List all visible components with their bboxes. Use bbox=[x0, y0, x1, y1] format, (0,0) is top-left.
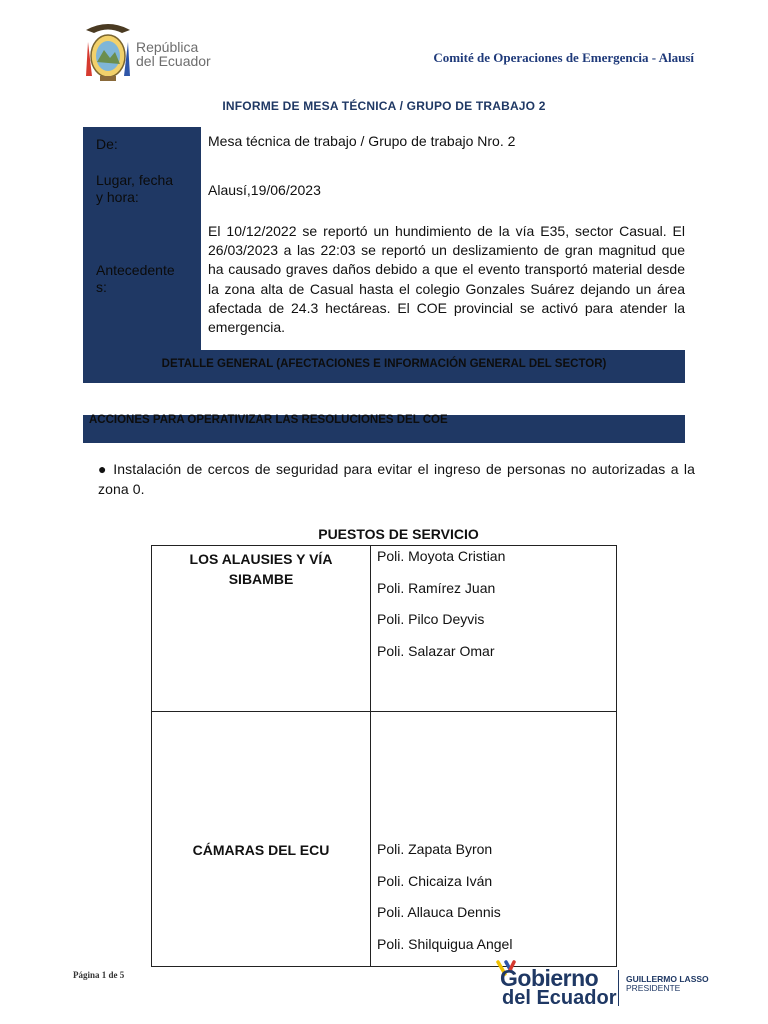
bullet-icon: ● bbox=[98, 461, 114, 477]
gov-line2: del Ecuador bbox=[502, 987, 617, 1009]
antecedents-label-line1: Antecedente bbox=[96, 262, 175, 278]
officers-cell bbox=[371, 712, 617, 967]
post-name-cell bbox=[152, 712, 371, 967]
officer-name: Poli. Shilquigua Angel bbox=[377, 935, 513, 952]
page-label: Página bbox=[73, 970, 100, 980]
posts-title: PUESTOS DE SERVICIO bbox=[318, 526, 479, 542]
officer-name: Poli. Pilco Deyvis bbox=[377, 611, 485, 628]
action-text: Instalación de cercos de seguridad para evitar el ingreso de personas no autorizadas a la zona 0. bbox=[98, 461, 695, 497]
page-total: 5 bbox=[119, 970, 125, 980]
from-value: Mesa técnica de trabajo / Grupo de trabajo Nro. 2 bbox=[208, 133, 516, 149]
antecedents-label bbox=[96, 262, 175, 296]
page-number bbox=[73, 970, 124, 980]
logo-divider bbox=[618, 970, 619, 1006]
republica-ecuador-logo bbox=[78, 18, 238, 88]
page-current: 1 bbox=[101, 970, 107, 980]
service-posts-table bbox=[151, 545, 617, 963]
officers-cell bbox=[371, 546, 617, 712]
action-list-item bbox=[98, 460, 695, 499]
committee-title: Comité de Operaciones de Emergencia - Alausí bbox=[433, 50, 694, 65]
post-name-cell bbox=[152, 546, 371, 712]
gobierno-ecuador-logo bbox=[496, 960, 722, 1010]
president-title: PRESIDENTE bbox=[626, 983, 681, 993]
gov-line1: Gobierno bbox=[500, 965, 599, 991]
officer-name: Poli. Moyota Cristian bbox=[377, 548, 506, 564]
actions-header-bar bbox=[83, 415, 685, 443]
page-of: de bbox=[108, 970, 118, 980]
place-value: Alausí,19/06/2023 bbox=[208, 182, 321, 198]
place-label bbox=[96, 172, 173, 206]
officer-name: Poli. Salazar Omar bbox=[377, 642, 495, 659]
place-label-line1: Lugar, fecha bbox=[96, 172, 174, 188]
officer-name: Poli. Chicaiza Iván bbox=[377, 872, 493, 889]
actions-header: ACCIONES PARA OPERATIVIZAR LAS RESOLUCIONES DEL COE bbox=[89, 414, 448, 426]
detail-header: DETALLE GENERAL (AFECTACIONES E INFORMACIÓN GENERAL DEL SECTOR) bbox=[161, 358, 607, 370]
president-name: GUILLERMO LASSO bbox=[626, 974, 709, 984]
table-row bbox=[152, 712, 617, 967]
report-title: INFORME DE MESA TÉCNICA / GRUPO DE TRABAJO 2 bbox=[222, 99, 546, 113]
info-values-panel bbox=[201, 127, 685, 350]
post-name: CÁMARAS DEL ECU bbox=[192, 842, 330, 858]
coat-of-arms-icon bbox=[82, 20, 134, 86]
officer-name: Poli. Allauca Dennis bbox=[377, 904, 501, 921]
officer-name: Poli. Zapata Byron bbox=[377, 841, 493, 857]
post-name: LOS ALAUSIES Y VÍA SIBAMBE bbox=[189, 551, 333, 587]
officer-name: Poli. Ramírez Juan bbox=[377, 579, 496, 596]
from-label: De: bbox=[96, 136, 118, 152]
place-label-line2: y hora: bbox=[96, 189, 139, 205]
antecedents-label-line2: s: bbox=[96, 279, 107, 295]
gov-line2-wrap bbox=[502, 988, 616, 1008]
table-row bbox=[152, 546, 617, 712]
logo-text-line1: República bbox=[136, 39, 199, 55]
info-table bbox=[83, 127, 685, 383]
logo-text-line2: del Ecuador bbox=[136, 53, 211, 69]
antecedents-value: El 10/12/2022 se reportó un hundimiento de la vía E35, sector Casual. El 26/03/2023 a las 22:03 se reportó un deslizamiento de gran magnitud que ha causado graves daños debido a que el evento transportó material desde la zona alta de Casual hasta el colegio Gonzales Suárez dejando un área afectada de 24.3 hectáreas. El COE provincial se activó para atender la emergencia. bbox=[208, 223, 685, 336]
